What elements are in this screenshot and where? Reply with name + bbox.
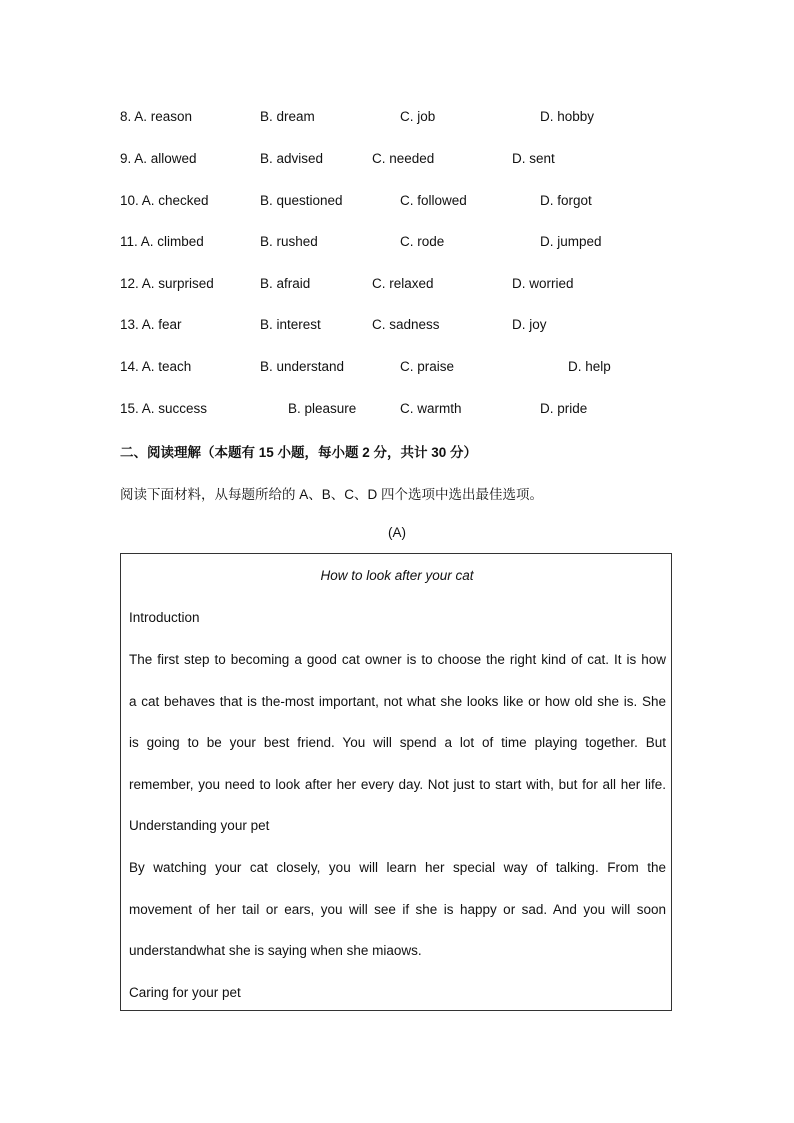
question-13 — [0, 317, 794, 337]
paragraph-line: movement of her tail or ears, you will see if she is happy or sad. And you will soon — [129, 902, 666, 917]
option-c: C. followed — [400, 193, 467, 208]
subheading-understanding: Understanding your pet — [129, 818, 270, 833]
option-c: C. warmth — [400, 401, 462, 416]
subheading-caring: Caring for your pet — [129, 985, 241, 1000]
question-8 — [0, 109, 794, 129]
option-d: D. forgot — [540, 193, 592, 208]
section-heading: 二、阅读理解（本题有 15 小题，每小题 2 分，共计 30 分） — [120, 445, 478, 460]
option-a: 11. A. climbed — [120, 234, 204, 249]
option-d: D. pride — [540, 401, 588, 416]
paragraph-line: remember, you need to look after her every day. Not just to start with, but for all her life. — [129, 777, 666, 792]
paragraph-line: By watching your cat closely, you will learn her special way of talking. From the — [129, 860, 666, 875]
section-instruction: 阅读下面材料，从每题所给的 A、B、C、D 四个选项中选出最佳选项。 — [120, 487, 544, 502]
option-d: D. help — [568, 359, 611, 374]
paragraph-line: is going to be your best friend. You will spend a lot of time playing together. But — [129, 735, 666, 750]
option-b: B. questioned — [260, 193, 343, 208]
option-c: C. rode — [400, 234, 445, 249]
option-d: D. hobby — [540, 109, 595, 124]
question-15 — [0, 401, 794, 421]
option-a: 8. A. reason — [120, 109, 193, 124]
option-c: C. praise — [400, 359, 455, 374]
paragraph-line: understandwhat she is saying when she miaows. — [129, 943, 422, 958]
option-b: B. pleasure — [288, 401, 357, 416]
option-d: D. joy — [512, 317, 547, 332]
option-d: D. sent — [512, 151, 555, 166]
paragraph-line: The first step to becoming a good cat owner is to choose the right kind of cat. It is how — [129, 652, 666, 667]
question-14 — [0, 359, 794, 379]
option-c: C. job — [400, 109, 436, 124]
option-b: B. dream — [260, 109, 315, 124]
passage-label: (A) — [388, 525, 406, 540]
question-9 — [0, 151, 794, 171]
option-d: D. jumped — [540, 234, 602, 249]
question-12 — [0, 276, 794, 296]
option-c: C. relaxed — [372, 276, 434, 291]
option-b: B. understand — [260, 359, 345, 374]
option-a: 10. A. checked — [120, 193, 209, 208]
option-a: 9. A. allowed — [120, 151, 197, 166]
question-10 — [0, 193, 794, 213]
option-b: B. afraid — [260, 276, 311, 291]
paragraph-line: a cat behaves that is the-most important, not what she looks like or how old she is. She — [129, 694, 666, 709]
option-b: B. rushed — [260, 234, 318, 249]
option-c: C. needed — [372, 151, 435, 166]
option-c: C. sadness — [372, 317, 440, 332]
option-a: 12. A. surprised — [120, 276, 214, 291]
subheading-introduction: Introduction — [129, 610, 200, 625]
question-11 — [0, 234, 794, 254]
passage-box — [120, 553, 672, 1011]
passage-title: How to look after your cat — [320, 568, 474, 583]
option-b: B. interest — [260, 317, 321, 332]
option-d: D. worried — [512, 276, 574, 291]
option-b: B. advised — [260, 151, 324, 166]
option-a: 13. A. fear — [120, 317, 182, 332]
option-a: 15. A. success — [120, 401, 208, 416]
option-a: 14. A. teach — [120, 359, 192, 374]
